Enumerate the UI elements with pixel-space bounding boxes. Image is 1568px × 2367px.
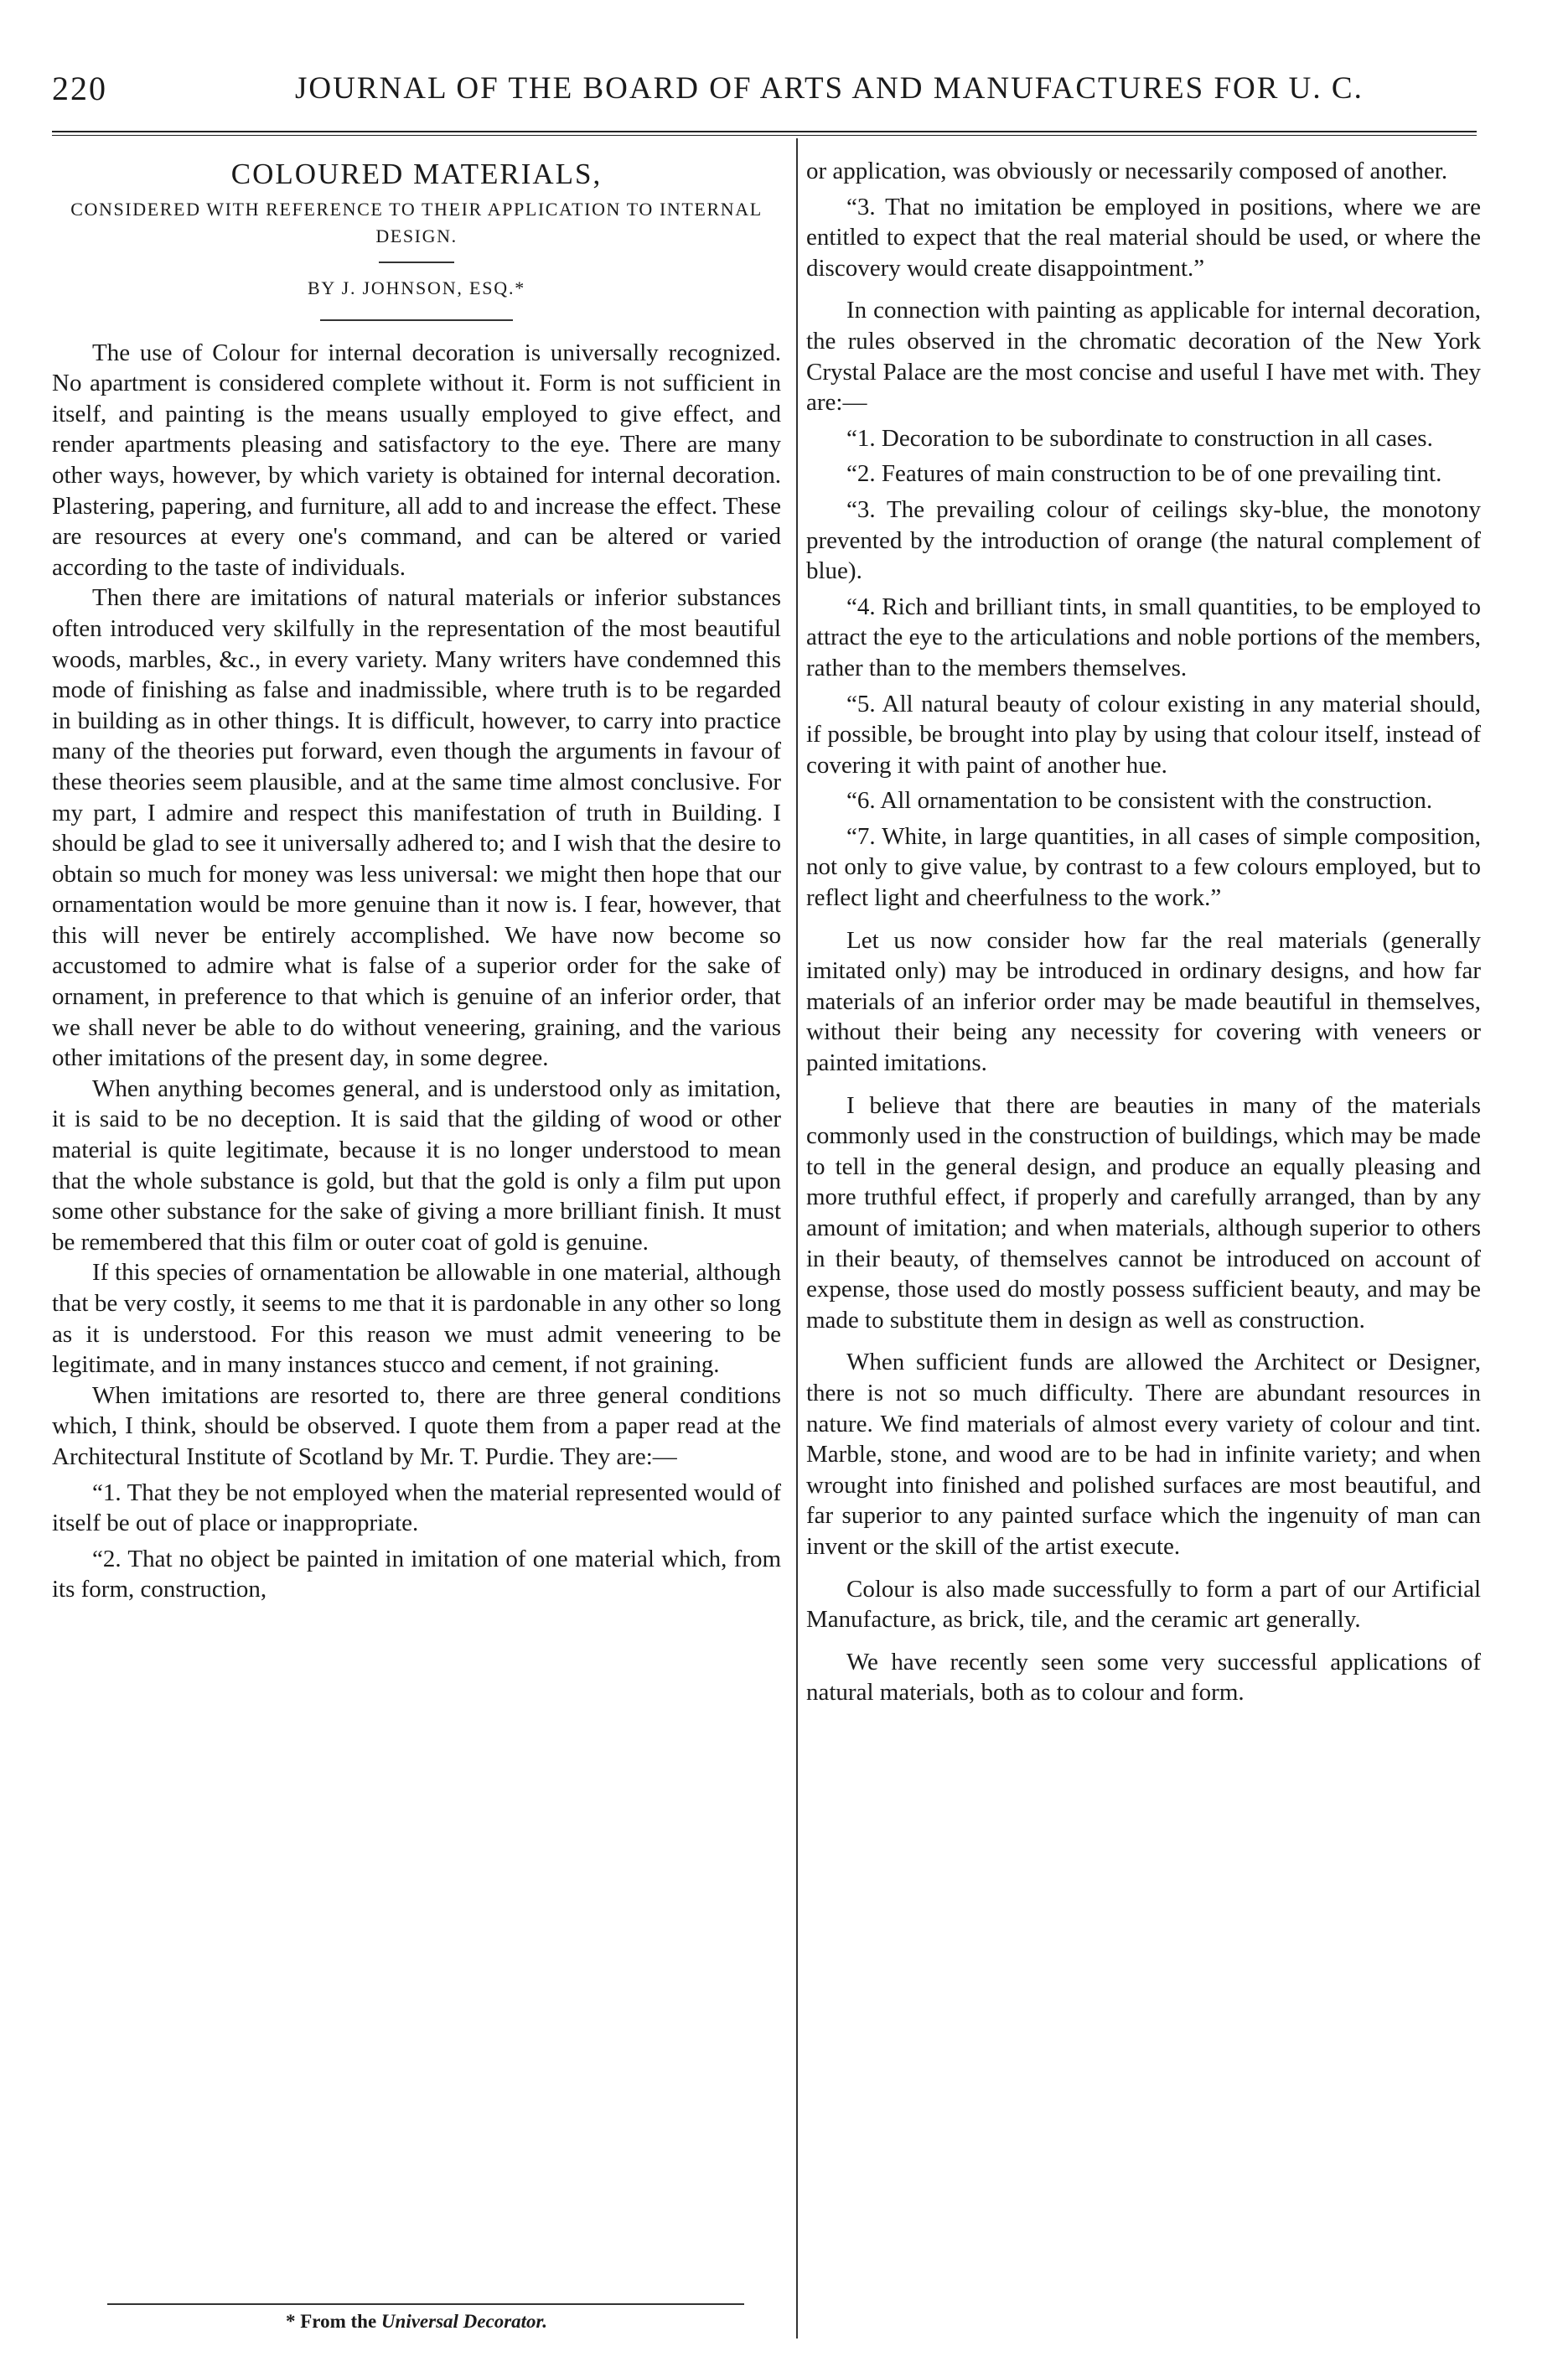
left-column — [52, 156, 781, 1605]
footnote-marker: * From the — [286, 2311, 381, 2332]
page-header — [52, 69, 1477, 127]
body-paragraph: or application, was obviously or necessarily composed of another. — [806, 158, 1448, 184]
quoted-condition: “1. That they be not employed when the material represented would of itself be out of place or inappropriate. — [52, 1479, 781, 1537]
footnote-source: Universal Decorator. — [380, 2311, 547, 2332]
page-number: 220 — [52, 70, 107, 107]
quoted-condition: “3. That no imitation be employed in positions, where we are entitled to expect that the real material should be used, or where the discovery would create disappointment.” — [806, 193, 1481, 282]
body-paragraph: The use of Colour for internal decoration is universally recognized. No apartment is considered complete without it. Form is not sufficient in itself, and painting is the means usually employed to give effect, and render apartments pleasing and satisfactory to the eye. There are many other ways, however, by which variety is obtained for internal decoration. Plastering, papering, and furniture, all add to and increase the effect. These are resources at every one's command, and can be altered or varied according to the taste of individuals. — [52, 339, 781, 581]
header-rule — [52, 131, 1477, 136]
footnote — [52, 2311, 781, 2333]
quoted-rule: “4. Rich and brilliant tints, in small quantities, to be employed to attract the eye to the articulations and noble portions of the members, rather than to the members themselves. — [806, 593, 1481, 681]
body-paragraph: When sufficient funds are allowed the Architect or Designer, there is not so much difficulty. There are abundant resources in nature. We find materials of almost every variety of colour and tint. Marble, stone, and wood are to be had in infinite variety; and when wrought into finished and polished surfaces are most beautiful, and far superior to any painted surface which the ingenuity of man can invent or the skill of the artist execute. — [806, 1349, 1481, 1560]
title-rule — [379, 262, 454, 263]
quoted-condition: “2. That no object be painted in imitation of one material which, from its form, construction, — [52, 1545, 781, 1603]
article-subtitle: CONSIDERED WITH REFERENCE TO THEIR APPLICATION TO INTERNAL DESIGN. — [70, 199, 763, 246]
quoted-rule: “6. All ornamentation to be consistent with the construction. — [846, 787, 1433, 815]
body-paragraph: I believe that there are beauties in many of the materials commonly used in the construction of buildings, which may be made to tell in the general design, and produce an equally pleasing and more truthful effect, if properly and carefully arranged, than by any amount of imitation; and when materials, although superior to others in their beauty, of themselves cannot be introduced on account of expense, those used do mostly possess sufficient beauty, and may be made to substitute them in design as well as construction. — [806, 1091, 1481, 1334]
quoted-rule: “5. All natural beauty of colour existing in any material should, if possible, be brought into play by using that colour itself, instead of covering it with paint of another hue. — [806, 690, 1481, 779]
body-paragraph: In connection with painting as applicable for internal decoration, the rules observed in the chromatic decoration of the New York Crystal Palace are the most concise and useful I have met with. They are:— — [806, 297, 1481, 417]
body-paragraph: Then there are imitations of natural materials or inferior substances often introduced very skilfully in the representation of the most beautiful woods, marbles, &c., in every variety. Many writers have condemned this mode of finishing as false and inadmissible, where truth is to be regarded in building as in other things. It is difficult, however, to carry into practice many of the theories put forward, even though the arguments in favour of these theories seem plausible, and at the same time almost conclusive. For my part, I admire and respect this manifestation of truth in Building. I should be glad to see it universally adhered to; and I wish that the desire to obtain so much for money was less universal: we might then hope that our ornamentation would be more genuine than it now is. I fear, however, that this will never be entirely accomplished. We have now become so accustomed to admire what is false of a superior order for the sake of ornament, in preference to that which is genuine of an inferior order, that we shall never be able to do without veneering, graining, and the various other imitations of the present day, in some degree. — [52, 584, 781, 1072]
body-paragraph: Colour is also made successfully to form a part of our Artificial Manufacture, as brick, tile, and the ceramic art generally. — [806, 1575, 1481, 1634]
quoted-rule: “2. Features of main construction to be of one prevailing tint. — [846, 460, 1442, 488]
column-divider — [796, 138, 798, 2339]
article-title: COLOURED MATERIALS, — [230, 158, 603, 190]
body-paragraph: We have recently seen some very successful applications of natural materials, both as to colour and form. — [806, 1648, 1481, 1707]
body-paragraph: When imitations are resorted to, there are three general conditions which, I think, should be observed. I quote them from a paper read at the Architectural Institute of Scotland by Mr. T. Purdie. They are:— — [52, 1381, 781, 1470]
footnote-rule — [107, 2303, 744, 2305]
byline-rule — [320, 319, 513, 321]
right-column — [806, 156, 1481, 1708]
body-paragraph: Let us now consider how far the real materials (generally imitated only) may be introduced in ordinary designs, and how far materials of an inferior order may be made beautiful in themselves, without their being any necessity for covering with veneers or painted imitations. — [806, 926, 1481, 1077]
body-paragraph: When anything becomes general, and is understood only as imitation, it is said to be no deception. It is said that the gilding of wood or other material is quite legitimate, because it is no longer understood to mean that the whole substance is gold, but that the gold is only a film put upon some other substance for the sake of giving a more brilliant finish. It must be remembered that this film or outer coat of gold is genuine. — [52, 1075, 781, 1256]
quoted-rule: “7. White, in large quantities, in all cases of simple composition, not only to give value, by contrast to a few colours employed, but to reflect light and cheerfulness to the work.” — [806, 822, 1481, 912]
body-paragraph: If this species of ornamentation be allowable in one material, although that be very costly, it seems to me that it is pardonable in any other so long as it is understood. For this reason we must admit veneering to be legitimate, and in many instances stucco and cement, if not graining. — [52, 1259, 781, 1379]
quoted-rule: “1. Decoration to be subordinate to construction in all cases. — [846, 424, 1433, 452]
running-title: JOURNAL OF THE BOARD OF ARTS AND MANUFACTURES FOR U. C. — [295, 71, 1364, 106]
article-byline: BY J. JOHNSON, ESQ.* — [307, 277, 526, 298]
quoted-rule: “3. The prevailing colour of ceilings sky-blue, the monotony prevented by the introduction of orange (the natural complement of blue). — [806, 495, 1481, 585]
